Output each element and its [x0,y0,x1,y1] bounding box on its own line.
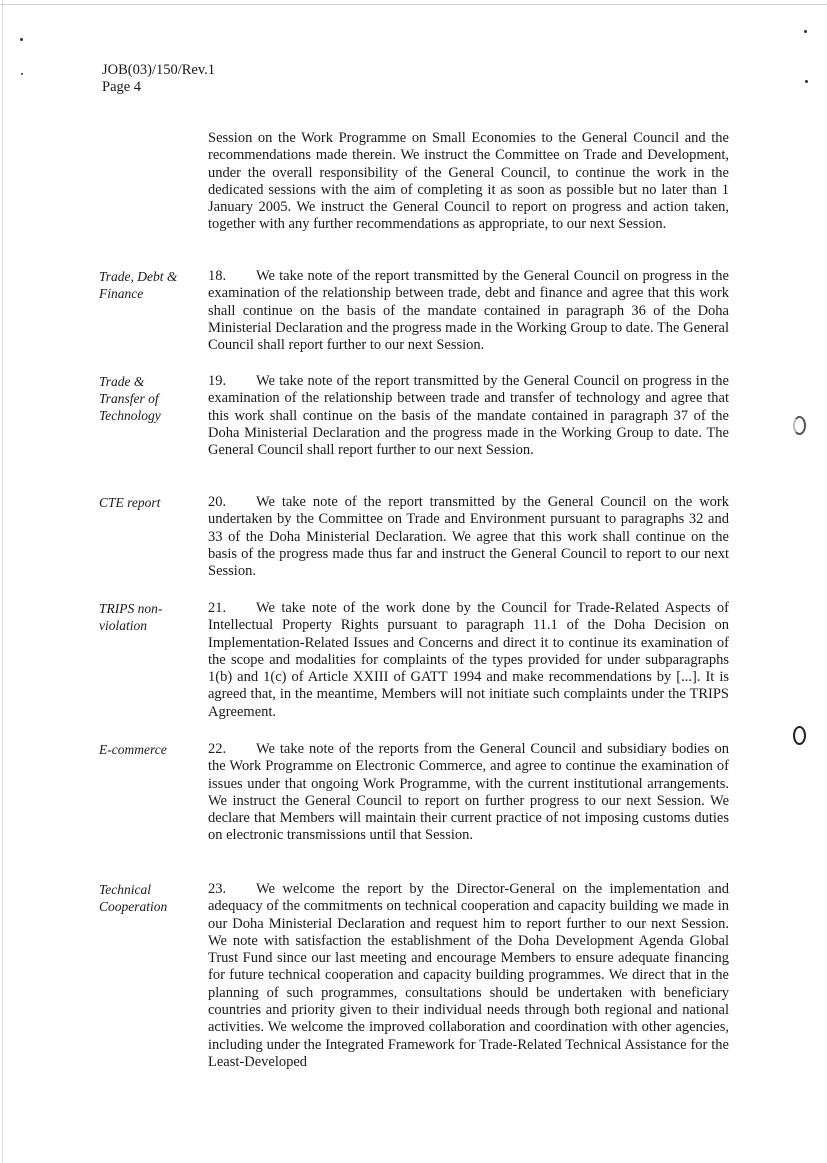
paragraph-20 [208,494,729,580]
scan-speck [805,80,808,83]
page-header [102,62,215,96]
page-number: Page 4 [102,79,142,95]
paragraph-21 [208,600,729,721]
scan-speck [804,30,807,33]
side-label-trips-non-violation: TRIPS non-violation [99,601,163,633]
side-label-transfer-of-technology: Trade & Transfer of Technology [99,374,161,423]
document-id: JOB(03)/150/Rev.1 [102,62,216,78]
side-label-technical-cooperation: Technical Cooperation [99,882,168,914]
paragraph-number: 23. [208,881,227,897]
scan-speck [20,38,23,41]
paragraph-number: 19. [208,373,227,389]
scan-speck [21,73,23,75]
continuation-paragraph: Session on the Work Programme on Small Economies to the General Council and the recommendations made therein. We instruct the Committee on Trade and Development, under the overall responsibility of the General Council, to continue the work in the dedicated sessions with the aim of completing it as soon as possible but no later than 1 January 2005. We instruct the General Council to report on progress and action taken, together with any further recommendations as appropriate, to our next Session. [208,130,729,233]
paragraph-number: 20. [208,494,227,510]
paragraph-19 [208,373,729,459]
paragraph-number: 18. [208,268,227,284]
paragraph-18 [208,268,729,354]
side-label-cte-report: CTE report [99,495,161,510]
side-label-trade-debt-finance: Trade, Debt & Finance [99,269,178,301]
punch-hole-icon [793,416,806,435]
paragraph-text: We welcome the report by the Director-General on the implementation and adequacy of the commitments on technical cooperation and capacity building we made in our Doha Ministerial Declaration and request him to report further to our next Session. We note with satisfaction the establishment of the Doha Development Agenda Global Trust Fund since our last meeting and encourage Members to ensure adequate financing for future technical cooperation and capacity building programmes. We direct that in the planning of such programmes, consultations should be undertaken with beneficiary countries and priority given to their individual needs through both regional and national activities. We welcome the improved collaboration and coordination with other agencies, including under the Integrated Framework for Trade-Related Technical Assistance for the Least-Developed [208,881,729,1070]
paragraph-number: 22. [208,741,227,757]
paragraph-number: 21. [208,600,227,616]
paragraph-text: We take note of the report transmitted by the General Council on progress in the examination of the relationship between trade and transfer of technology and agree that this work shall continue on the basis of the mandate contained in paragraph 37 of the Doha Ministerial Declaration and the progress made in the Working Group to date. The General Council shall report further to our next Session. [208,373,729,459]
paragraph-22 [208,741,729,845]
scan-top-edge [0,4,827,5]
side-label-e-commerce: E-commerce [99,742,167,757]
paragraph-23 [208,881,729,1071]
paragraph-text: We take note of the report transmitted by the General Council on the work undertaken by the Committee on Trade and Environment pursuant to paragraphs 32 and 33 of the Doha Ministerial Declaration. We agree that this work shall continue on the basis of the progress made thus far and instruct the General Council to report to our next Session. [208,494,729,580]
paragraph-text: We take note of the reports from the General Council and subsidiary bodies on the Work Programme on Electronic Commerce, and agree to continue the examination of issues under that ongoing Work Programme, with the current institutional arrangements. We instruct the General Council to report on further progress to our next Session. We declare that Members will maintain their current practice of not imposing customs duties on electronic transmissions until that Session. [208,741,729,844]
punch-hole-icon [793,726,806,745]
paragraph-text: We take note of the report transmitted by the General Council on progress in the examination of the relationship between trade, debt and finance and agree that this work shall continue on the basis of the mandate contained in paragraph 36 of the Doha Ministerial Declaration and the progress made in the Working Group to date. The General Council shall report further to our next Session. [208,268,729,354]
paragraph-text: We take note of the work done by the Council for Trade-Related Aspects of Intellectual Property Rights pursuant to paragraph 11.1 of the Doha Decision on Implementation-Related Issues and Concerns and direct it to continue its examination of the scope and modalities for complaints of the types provided for under subparagraphs 1(b) and 1(c) of Article XXIII of GATT 1994 and make recommendations by [...]. It is agreed that, in the meantime, Members will not initiate such complaints under the TRIPS Agreement. [208,600,729,720]
scan-left-edge [2,0,3,1163]
